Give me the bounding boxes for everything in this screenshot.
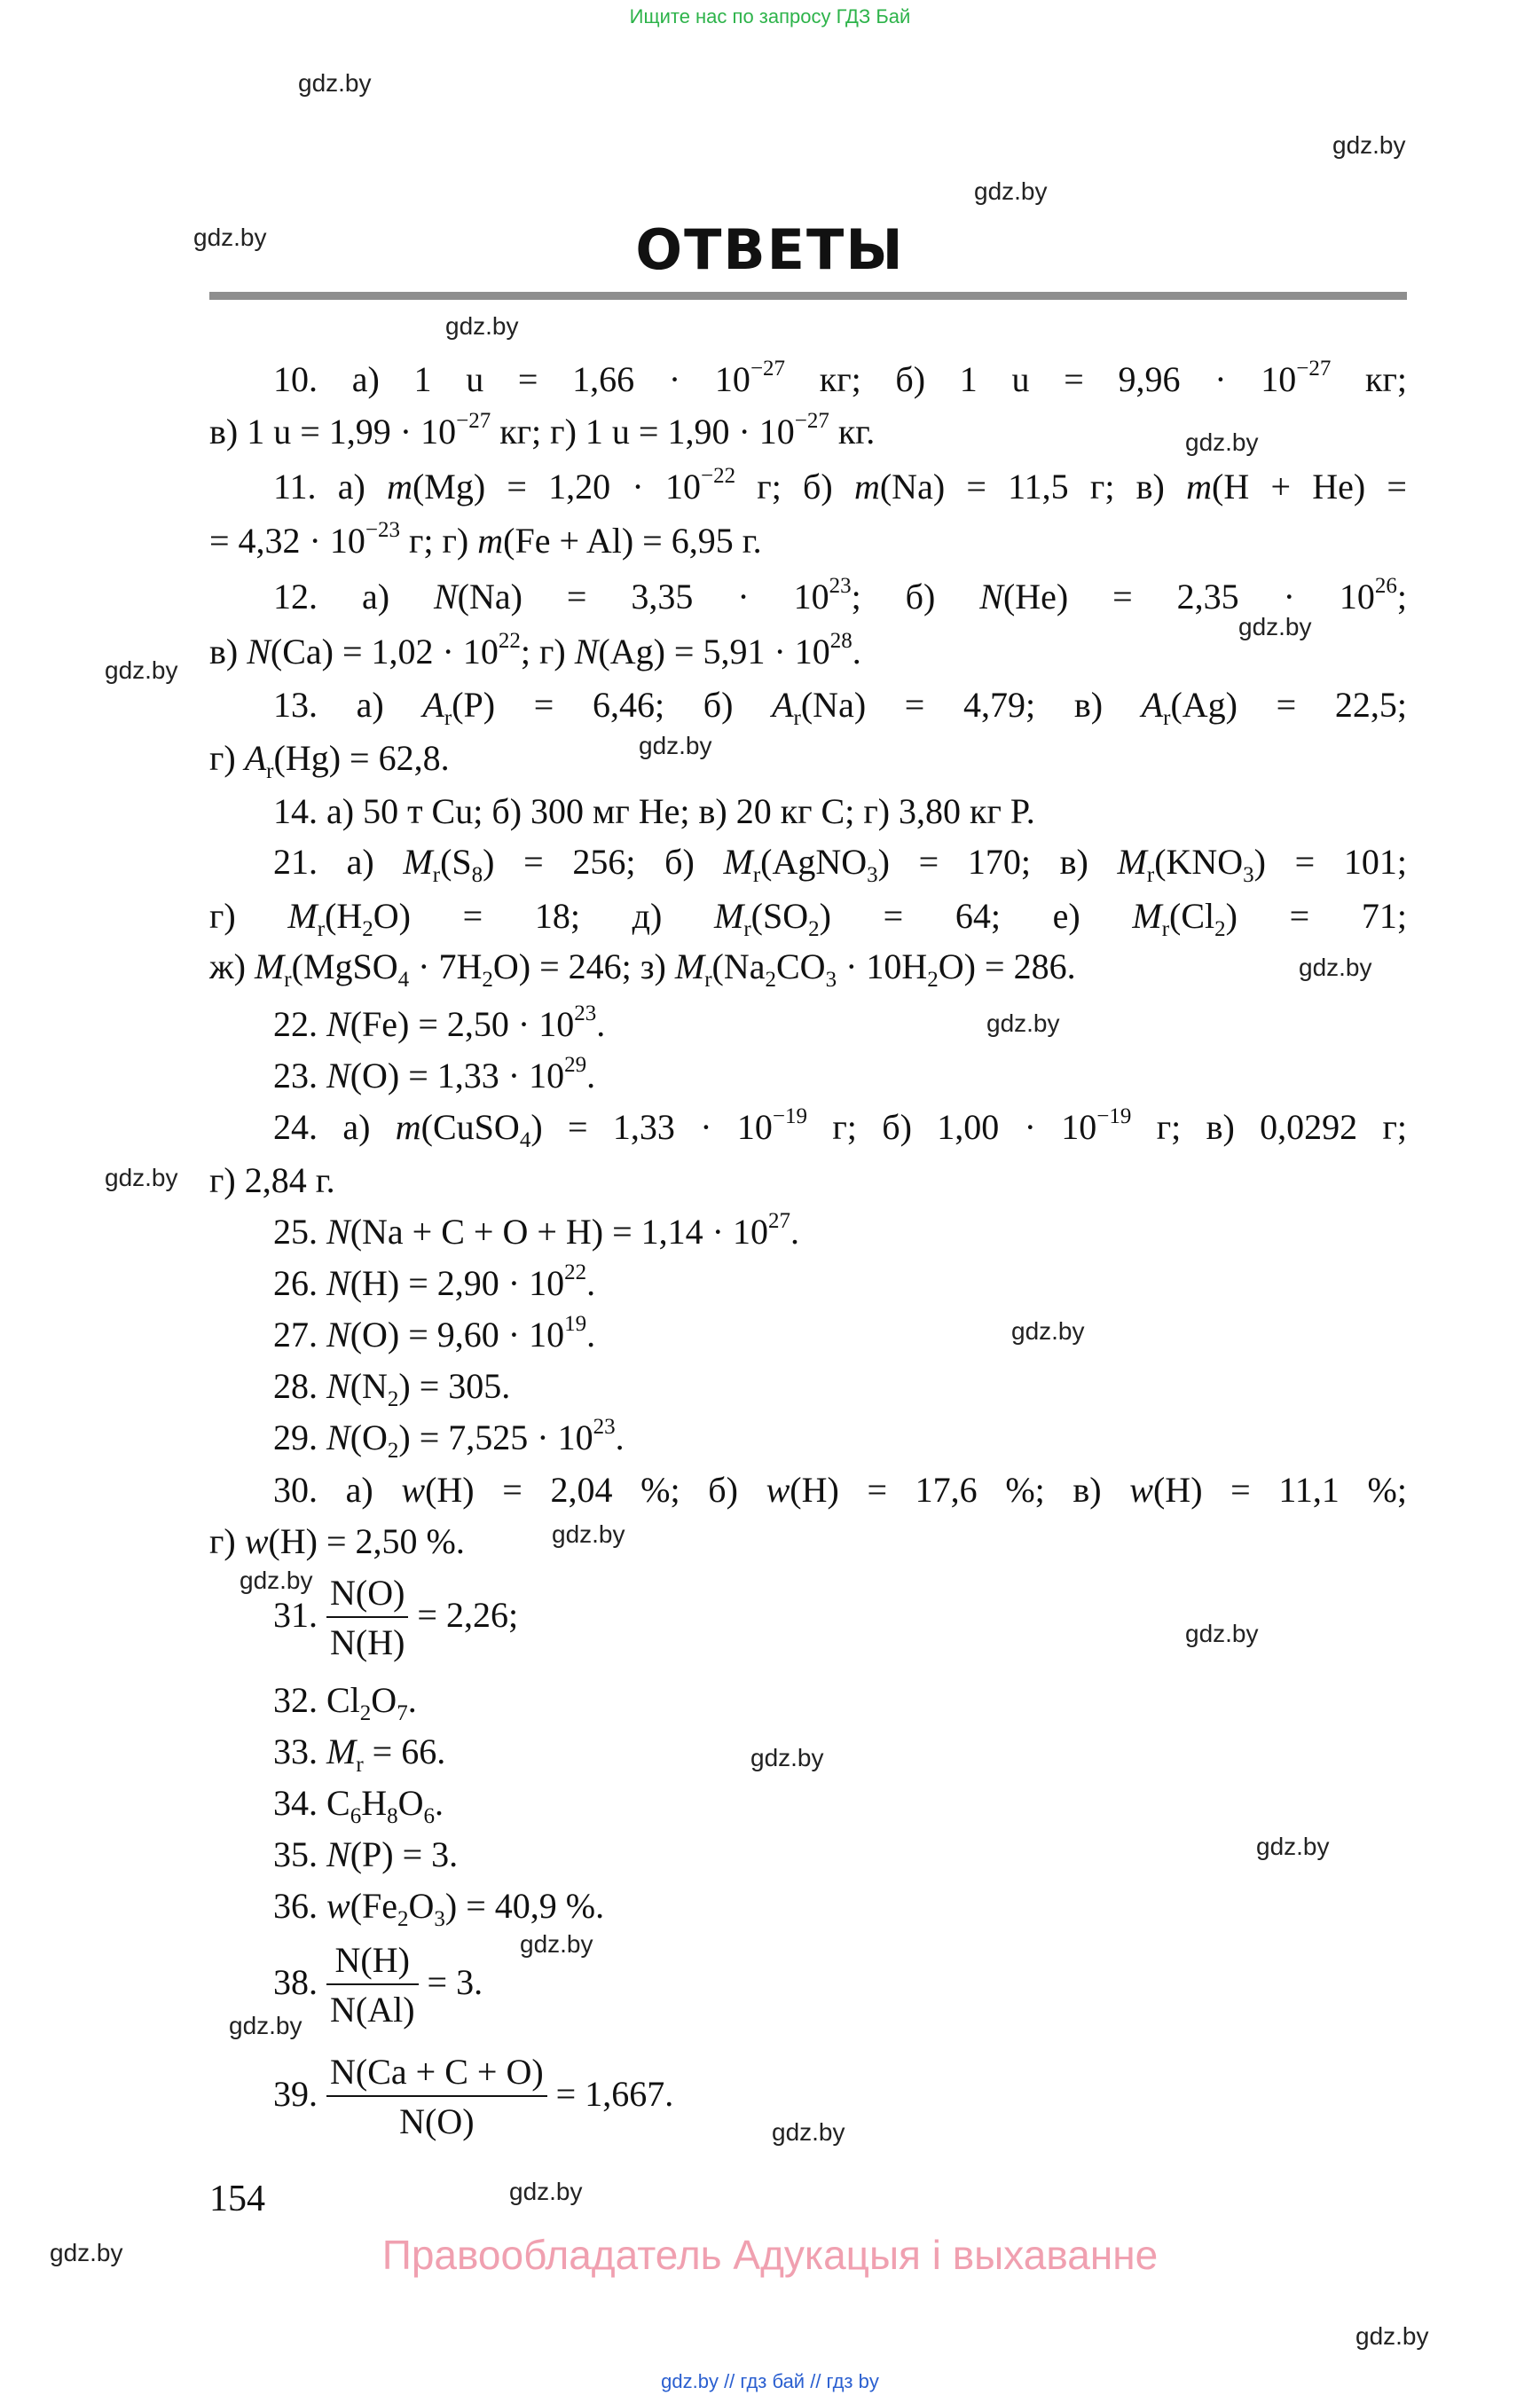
answer-39-result: = 1,667. [555, 2074, 674, 2115]
watermark: gdz.by [193, 224, 267, 251]
answer-26: 26. $N(H) = 2,90 \cdot 10^{22}$. [273, 1260, 596, 1303]
watermark: gdz.by [445, 312, 519, 340]
watermark: gdz.by [50, 2239, 123, 2266]
fraction-denominator: N(H) [326, 1616, 408, 1668]
answer-28: 28. $N(N_2) = 305$. [273, 1366, 511, 1411]
answer-23: 23. $N(O) = 1,33 \cdot 10^{29}$. [273, 1053, 596, 1095]
answer-39 [209, 2049, 1407, 2156]
answer-38-label: 38. [273, 1962, 318, 2003]
answer-30-line2: г) w(H) = 2,50 %. [209, 1521, 465, 1561]
answer-32: 32. $Cl_2O_7$. [273, 1680, 417, 1725]
answer-13-line2: г) $A_r(Hg) = 62,8$. [209, 738, 450, 783]
header-note: Ищите нас по запросу ГДЗ Бай [629, 5, 911, 27]
answer-36: 36. $w(Fe_2O_3) = 40,9$ %. [273, 1886, 605, 1931]
fraction-numerator: N(H) [334, 1940, 410, 1980]
watermark: gdz.by [1011, 1317, 1085, 1345]
watermark: gdz.by [509, 2178, 583, 2205]
answer-35: 35. N(P) = 3. [273, 1834, 459, 1874]
answer-30-line1: 30. а) w(H) = 2,04 %; б) w(H) = 17,6 %; в) w(H) = 11,1 %; [273, 1470, 1407, 1510]
answer-31 [209, 1570, 1407, 1668]
answer-12-line2: в) $N(Ca) = 1,02 \cdot 10^{22}$; г) $N(Ag) = 5,91 \cdot 10^{28}$. [209, 629, 861, 671]
watermark: gdz.by [520, 1930, 593, 1958]
watermark: gdz.by [1238, 613, 1312, 640]
answer-21-line1: 21. а) $M_r(S_8) = 256$; б) $M_r(AgNO_3) = 170$; в) $M_r(KNO_3) = 101$; [273, 842, 1408, 887]
answer-10-line2: в) 1 $u = 1,99 \cdot 10^{-27}$ кг; г) 1 $u = 1,90 \cdot 10^{-27}$ кг. [209, 409, 876, 452]
answer-38-result: = 3. [427, 1962, 483, 2003]
answer-39-label: 39. [273, 2074, 318, 2115]
answer-33: 33. $M_r = 66$. [273, 1732, 446, 1777]
answer-25: 25. $N(Na + C + O + H) = 1,14 \cdot 10^{27}$. [273, 1209, 799, 1252]
answers-body [209, 0, 1407, 2403]
answer-29: 29. $N(O_2) = 7,525 \cdot 10^{23}$. [273, 1415, 625, 1463]
fraction [326, 1570, 408, 1668]
watermark: gdz.by [986, 1009, 1060, 1037]
watermark: gdz.by [1332, 131, 1406, 159]
watermark: gdz.by [105, 656, 178, 684]
answer-10-line1: 10. а) 1 $u = 1,66 \cdot 10^{-27}$ кг; б) 1 $u = 9,96 \cdot 10^{-27}$ кг; [273, 357, 1408, 399]
watermark: gdz.by [1256, 1833, 1330, 1860]
answer-31-result: = 2,26; [417, 1595, 519, 1636]
fraction-numerator: N(Ca + C + O) [330, 2052, 544, 2092]
answer-11-line2: = $4,32 \cdot 10^{-23}$ г; г) m(Fe + Al) = 6,95 г. [209, 518, 762, 561]
answer-11-line1: 11. а) $m(Mg) = 1,20 \cdot 10^{-22}$ г; б) m(Na) = 11,5 г; в) m(H + He) = [273, 464, 1407, 507]
fraction [326, 2049, 547, 2147]
copyright-owner: Правообладатель Адукацыя і выхаванне [381, 2232, 1159, 2278]
answer-24-line1: 24. а) m(CuSO$_4$) = $1,33 \cdot 10^{-19}$ г; б) $1,00 \cdot 10^{-19}$ г; в) 0,0292 г; [273, 1104, 1408, 1152]
answer-21-line3: ж) $M_r(MgSO_4 \cdot 7H_2O) = 246$; з) $M_r(Na_2CO_3 \cdot 10H_2O) = 286$. [209, 946, 1076, 992]
fraction-denominator: N(Al) [326, 1983, 419, 2035]
answer-13-line1: 13. а) $A_r(P) = 6,46$; б) $A_r(Na) = 4,79$; в) $A_r(Ag) = 22,5$; [273, 685, 1408, 730]
watermark: gdz.by [105, 1164, 178, 1191]
answer-24-line2: г) 2,84 г. [209, 1160, 335, 1200]
answer-34: 34. $C_6H_8O_6$. [273, 1783, 444, 1828]
fraction-numerator: N(O) [330, 1573, 405, 1613]
footer-links[interactable]: gdz.by // гдз бай // гдз by [661, 2370, 879, 2392]
watermark: gdz.by [1355, 2322, 1429, 2350]
page-number: 154 [209, 2179, 265, 2219]
watermark: gdz.by [240, 1567, 313, 1594]
watermark: gdz.by [1299, 954, 1372, 981]
watermark: gdz.by [298, 69, 372, 97]
page-title: ОТВЕТЫ [635, 217, 905, 282]
answer-12-line1: 12. а) $N(Na) = 3,35 \cdot 10^{23}$; б) $N(He) = 2,35 \cdot 10^{26}$; [273, 574, 1407, 616]
answer-31-label: 31. [273, 1595, 318, 1636]
fraction-denominator: N(O) [326, 2095, 547, 2147]
answer-21-line2: г) $M_r(H_2O) = 18$; д) $M_r(SO_2) = 64$; е) $M_r(Cl_2) = 71$; [209, 896, 1407, 941]
watermark: gdz.by [229, 2012, 302, 2039]
watermark: gdz.by [552, 1520, 625, 1548]
watermark: gdz.by [772, 2118, 845, 2146]
answer-14: 14. а) 50 т Cu; б) 300 мг He; в) 20 кг C; г) 3,80 кг P. [273, 791, 1035, 831]
fraction [326, 1937, 419, 2035]
watermark: gdz.by [1185, 1620, 1259, 1647]
watermark: gdz.by [974, 177, 1048, 205]
watermark: gdz.by [639, 732, 712, 759]
watermark: gdz.by [1185, 428, 1259, 456]
answer-38 [209, 1937, 1407, 2035]
watermark: gdz.by [750, 1744, 824, 1771]
answer-22: 22. $N(Fe) = 2,50 \cdot 10^{23}$. [273, 1001, 606, 1044]
answer-27: 27. $N(O) = 9,60 \cdot 10^{19}$. [273, 1312, 596, 1355]
